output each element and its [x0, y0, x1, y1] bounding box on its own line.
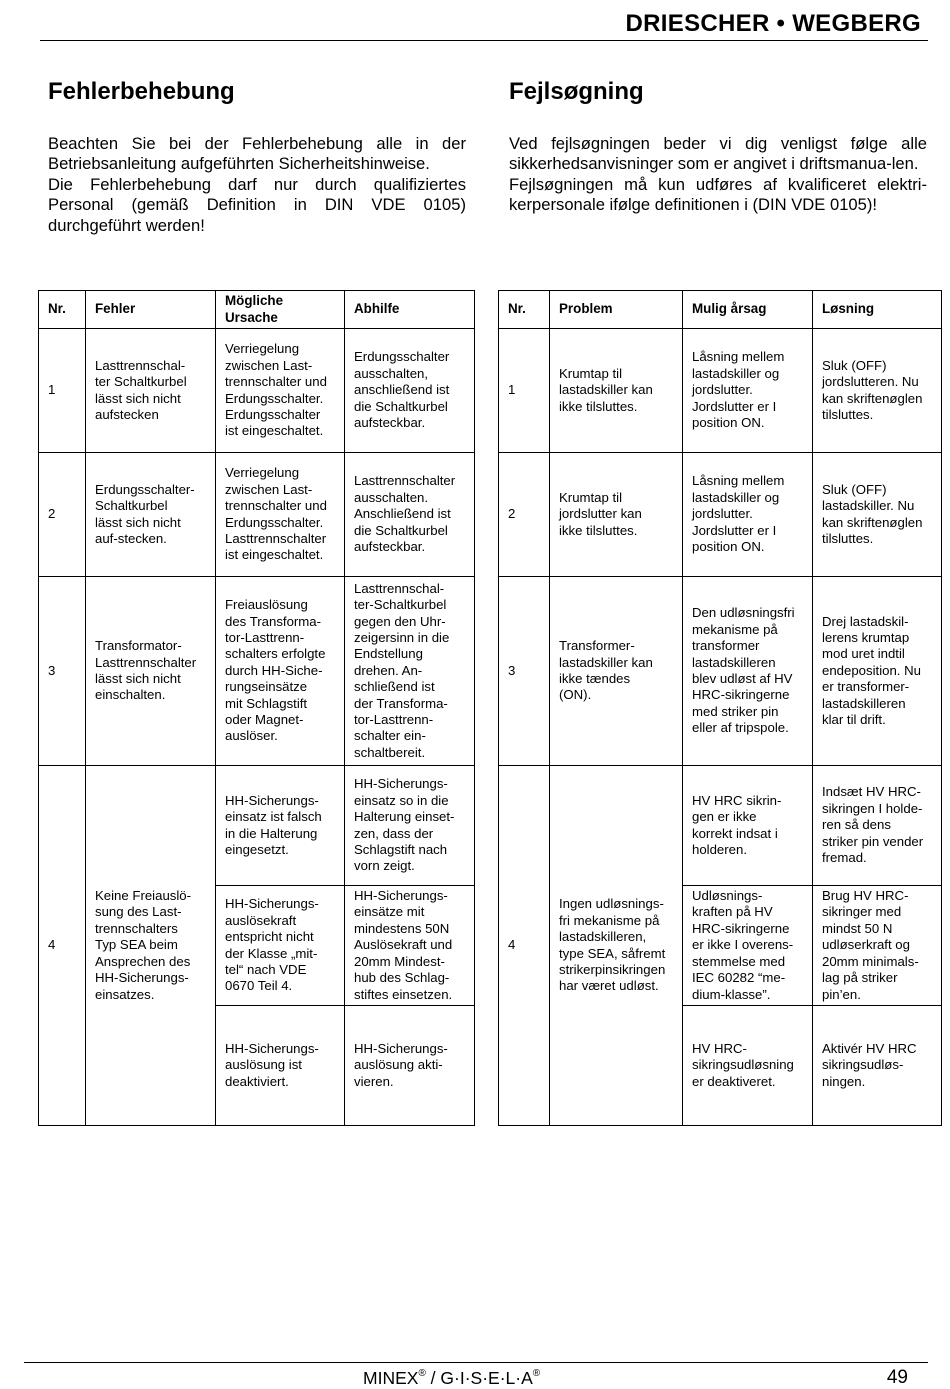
column-header-remedy: Abhilfe	[345, 291, 475, 329]
row-number: 2	[499, 453, 550, 577]
remedy-cell: HH-Sicherungs- einsätze mit mindestens 50N Auslösekraft und 20mm Mindest- hub des Schlag- stiftes einsetzen.	[345, 886, 475, 1006]
cause-cell: HV HRC sikrin- gen er ikke korrekt indsat i holderen.	[683, 766, 813, 886]
product-name-gisela: / G·I·S·E·L·A	[425, 1368, 533, 1388]
german-intro: Beachten Sie bei der Fehlerbehebung alle in der Betriebsanleitung aufgeführten Sicherheitshinweise. Die Fehlerbehebung darf nur durch qualifiziertes Personal (gemäß Definition in DIN VDE 0105) durchgeführt werden!	[48, 134, 466, 235]
table-header-row	[499, 291, 942, 329]
column-header-cause: Mulig årsag	[683, 291, 813, 329]
solution-cell: Aktivér HV HRC sikringsudløs- ningen.	[813, 1006, 942, 1126]
column-header-fault: Fehler	[86, 291, 216, 329]
cause-cell: Verriegelung zwischen Last- trennschalter und Erdungsschalter. Lasttrennschalter ist eingeschaltet.	[216, 453, 345, 577]
table-row	[39, 766, 475, 886]
fault-cell: Transformator- Lasttrennschalter lässt sich nicht einschalten.	[86, 577, 216, 766]
solution-cell: Brug HV HRC- sikringer med mindst 50 N udløserkraft og 20mm minimals- lag på striker pin’en.	[813, 886, 942, 1006]
column-header-cause: Mögliche Ursache	[216, 291, 345, 329]
product-name-minex: MINEX	[363, 1368, 419, 1388]
row-number: 1	[39, 329, 86, 453]
german-section	[48, 78, 466, 236]
solution-cell: Sluk (OFF) lastadskiller. Nu kan skriftenøglen tilsluttes.	[813, 453, 942, 577]
cause-cell: Låsning mellem lastadskiller og jordslutter. Jordslutter er I position ON.	[683, 453, 813, 577]
table-row	[499, 453, 942, 577]
footer-product-name	[363, 1368, 540, 1389]
problem-cell: Transformer- lastadskiller kan ikke tændes (ON).	[550, 577, 683, 766]
fault-cell: Lasttrennschal- ter Schaltkurbel lässt sich nicht aufstecken	[86, 329, 216, 453]
danish-fault-table	[498, 290, 942, 1126]
cause-cell: Udløsnings- kraften på HV HRC-sikringerne er ikke I overens- stemmelse med IEC 60282 “me- dium-klasse”.	[683, 886, 813, 1006]
table-row	[39, 329, 475, 453]
cause-cell: Verriegelung zwischen Last- trennschalter und Erdungsschalter. Erdungsschalter ist eingeschaltet.	[216, 329, 345, 453]
table-row	[39, 577, 475, 766]
column-header-nr: Nr.	[39, 291, 86, 329]
table-row	[499, 766, 942, 886]
row-number: 4	[499, 766, 550, 1126]
column-header-problem: Problem	[550, 291, 683, 329]
remedy-cell: HH-Sicherungs- auslösung akti- vieren.	[345, 1006, 475, 1126]
solution-cell: Indsæt HV HRC- sikringen I holde- ren så dens striker pin vender fremad.	[813, 766, 942, 886]
table-row	[499, 577, 942, 766]
footer-rule	[24, 1362, 928, 1363]
fault-cell: Keine Freiauslö- sung des Last- trennschalters Typ SEA beim Ansprechen des HH-Sicherungs- einsatzes.	[86, 766, 216, 1126]
page-number: 49	[886, 1367, 908, 1388]
solution-cell: Drej lastadskil- lerens krumtap mod uret indtil endeposition. Nu er transformer- lastadskilleren klar til drift.	[813, 577, 942, 766]
table-row	[39, 453, 475, 577]
row-number: 3	[39, 577, 86, 766]
row-number: 2	[39, 453, 86, 577]
column-header-nr: Nr.	[499, 291, 550, 329]
remedy-cell: Lasttrennschal- ter-Schaltkurbel gegen den Uhr- zeigersinn in die Endstellung drehen. An- schließend ist der Transforma- tor-Lasttrenn- schalter ein- schaltbereit.	[345, 577, 475, 766]
row-number: 1	[499, 329, 550, 453]
registered-mark: ®	[532, 1368, 541, 1379]
german-fault-table	[38, 290, 475, 1126]
table-header-row	[39, 291, 475, 329]
row-number: 4	[39, 766, 86, 1126]
column-header-solution: Løsning	[813, 291, 942, 329]
problem-cell: Krumtap til jordslutter kan ikke tilsluttes.	[550, 453, 683, 577]
row-number: 3	[499, 577, 550, 766]
fault-cell: Erdungsschalter- Schaltkurbel lässt sich nicht auf-stecken.	[86, 453, 216, 577]
cause-cell: HH-Sicherungs- einsatz ist falsch in die Halterung eingesetzt.	[216, 766, 345, 886]
cause-cell: Låsning mellem lastadskiller og jordslutter. Jordslutter er I position ON.	[683, 329, 813, 453]
danish-intro: Ved fejlsøgningen beder vi dig venligst følge alle sikkerhedsanvisninger som er angivet i driftsmanua-len. Fejlsøgningen må kun udføres af kvalificeret elektri-kerpersonale ifølge definitionen i (DIN VDE 0105)!	[509, 134, 927, 215]
cause-cell: HV HRC- sikringsudløsning er deaktiveret.	[683, 1006, 813, 1126]
german-title: Fehlerbehebung	[48, 78, 235, 105]
cause-cell: HH-Sicherungs- auslösekraft entspricht nicht der Klasse „mit- tel“ nach VDE 0670 Teil 4.	[216, 886, 345, 1006]
cause-cell: HH-Sicherungs- auslösung ist deaktiviert.	[216, 1006, 345, 1126]
header-rule	[40, 40, 928, 41]
problem-cell: Ingen udløsnings- fri mekanisme på lastadskilleren, type SEA, såfremt strikerpinsikringen har været udløst.	[550, 766, 683, 1126]
remedy-cell: Lasttrennschalter ausschalten. Anschließend ist die Schaltkurbel aufsteckbar.	[345, 453, 475, 577]
cause-cell: Den udløsningsfri mekanisme på transformer lastadskilleren blev udløst af HV HRC-sikringerne med striker pin eller af tripspole.	[683, 577, 813, 766]
table-row	[499, 329, 942, 453]
remedy-cell: Erdungsschalter ausschalten, anschließend ist die Schaltkurbel aufsteckbar.	[345, 329, 475, 453]
problem-cell: Krumtap til lastadskiller kan ikke tilsluttes.	[550, 329, 683, 453]
danish-section	[509, 78, 927, 216]
registered-mark: ®	[418, 1368, 426, 1379]
solution-cell: Sluk (OFF) jordslutteren. Nu kan skriftenøglen tilsluttes.	[813, 329, 942, 453]
cause-cell: Freiauslösung des Transforma- tor-Lasttrenn- schalters erfolgte durch HH-Siche- rungseinsätze mit Schlagstift oder Magnet- auslöser.	[216, 577, 345, 766]
brand-header: DRIESCHER • WEGBERG	[625, 10, 921, 37]
remedy-cell: HH-Sicherungs- einsatz so in die Halterung einset- zen, dass der Schlagstift nach vorn zeigt.	[345, 766, 475, 886]
danish-title: Fejlsøgning	[509, 78, 644, 105]
